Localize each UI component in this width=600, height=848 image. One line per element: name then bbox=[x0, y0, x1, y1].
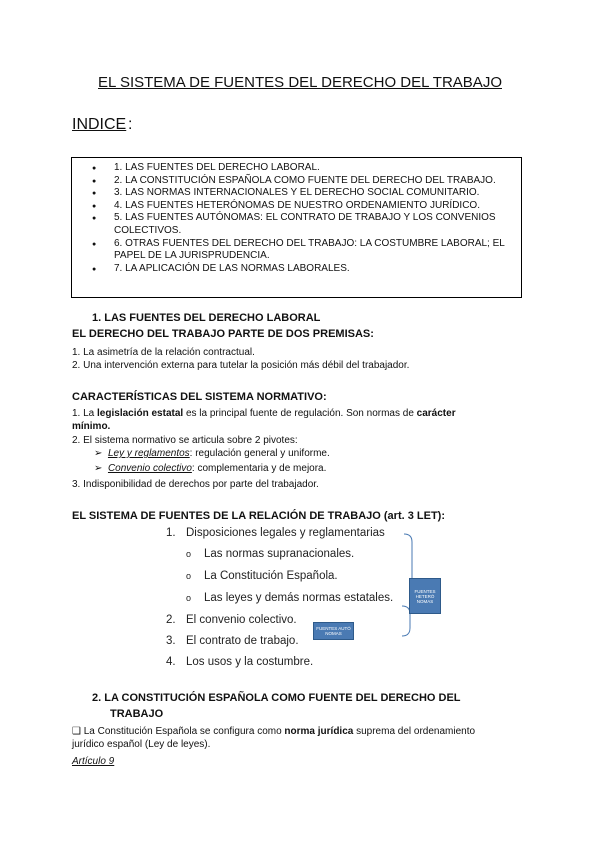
sub-bullet-icon: o bbox=[186, 549, 192, 559]
pivote-2: ➢ Convenio colectivo: complementaria y de mejora. bbox=[94, 463, 327, 474]
section2-paragraph: ❑ La Constitución Española se configura como norma jurídica suprema del ordenamiento jurídico español (Ley de leyes). bbox=[72, 726, 476, 750]
index-heading: INDICE bbox=[72, 116, 127, 133]
caracteristica-3: 3. Indisponibilidad de derechos por parte del trabajador. bbox=[72, 479, 319, 490]
section2-heading-line1: 2. LA CONSTITUCIÓN ESPAÑOLA COMO FUENTE DEL DERECHO DEL bbox=[92, 692, 461, 704]
index-item: ● 1. LAS FUENTES DEL DERECHO LABORAL. bbox=[114, 162, 521, 175]
sub-bullet-icon: o bbox=[186, 571, 192, 581]
figure-num-2: 2. bbox=[166, 614, 176, 626]
figure-sub-2: La Constitución Española. bbox=[204, 570, 338, 582]
document-title: EL SISTEMA DE FUENTES DEL DERECHO DEL TRABAJO bbox=[98, 74, 502, 91]
autonomas-tag: FUENTES AUTÓ NOMAS bbox=[313, 622, 354, 640]
index-item: ● 7. LA APLICACIÓN DE LAS NORMAS LABORALES. bbox=[114, 263, 521, 276]
arrow-bullet-icon: ➢ bbox=[94, 448, 103, 459]
index-box bbox=[71, 157, 522, 298]
figure-num-4: 4. bbox=[166, 656, 176, 668]
checkbox-bullet-icon: ❑ bbox=[72, 726, 81, 737]
caracteristica-1: 1. La legislación estatal es la principal fuente de regulación. Son normas de carácter mínimo. bbox=[72, 408, 456, 432]
index-item: ● 5. LAS FUENTES AUTÓNOMAS: EL CONTRATO DE TRABAJO Y LOS CONVENIOS COLECTIVOS. bbox=[114, 212, 521, 237]
figure-item-3: El contrato de trabajo. bbox=[186, 635, 299, 647]
figure-item-2: El convenio colectivo. bbox=[186, 614, 297, 626]
figure-sub-3: Las leyes y demás normas estatales. bbox=[204, 592, 394, 604]
heteronomas-tag: FUENTES HETERÓ NOMAS bbox=[409, 578, 441, 614]
figure-num-1: 1. bbox=[166, 527, 176, 539]
premisas-heading: EL DERECHO DEL TRABAJO PARTE DE DOS PREMISAS: bbox=[72, 328, 374, 340]
sub-bullet-icon: o bbox=[186, 593, 192, 603]
figure-braces bbox=[180, 528, 440, 668]
caracteristicas-heading: CARACTERÍSTICAS DEL SISTEMA NORMATIVO: bbox=[72, 391, 327, 403]
section1-heading: 1. LAS FUENTES DEL DERECHO LABORAL bbox=[92, 312, 321, 324]
pivote-1: ➢ Ley y reglamentos: regulación general y uniforme. bbox=[94, 448, 330, 459]
index-item: ● 3. LAS NORMAS INTERNACIONALES Y EL DERECHO SOCIAL COMUNITARIO. bbox=[114, 187, 521, 200]
premisa-2: 2. Una intervención externa para tutelar la posición más débil del trabajador. bbox=[72, 360, 410, 371]
arrow-bullet-icon: ➢ bbox=[94, 463, 103, 474]
figure-sub-1: Las normas supranacionales. bbox=[204, 548, 355, 560]
index-item: ● 4. LAS FUENTES HETERÓNOMAS DE NUESTRO ORDENAMIENTO JURÍDICO. bbox=[114, 200, 521, 213]
index-item: ● 6. OTRAS FUENTES DEL DERECHO DEL TRABAJO: LA COSTUMBRE LABORAL; EL PAPEL DE LA JURISPRUDENCIA. bbox=[114, 238, 521, 263]
figure-num-3: 3. bbox=[166, 635, 176, 647]
articulo-9-link[interactable]: Artículo 9 bbox=[72, 756, 115, 767]
figure-item-1: Disposiciones legales y reglamentarias bbox=[186, 527, 385, 539]
premisa-1: 1. La asimetría de la relación contractual. bbox=[72, 347, 255, 358]
index-item: ● 2. LA CONSTITUCIÓN ESPAÑOLA COMO FUENTE DEL DERECHO DEL TRABAJO. bbox=[114, 175, 521, 188]
figure-item-4: Los usos y la costumbre. bbox=[186, 656, 314, 668]
index-heading-colon: : bbox=[128, 116, 133, 133]
caracteristica-2: 2. El sistema normativo se articula sobre 2 pivotes: bbox=[72, 435, 298, 446]
section2-heading-line2: TRABAJO bbox=[110, 708, 164, 720]
sistema-heading: EL SISTEMA DE FUENTES DE LA RELACIÓN DE TRABAJO (art. 3 LET): bbox=[72, 510, 446, 522]
